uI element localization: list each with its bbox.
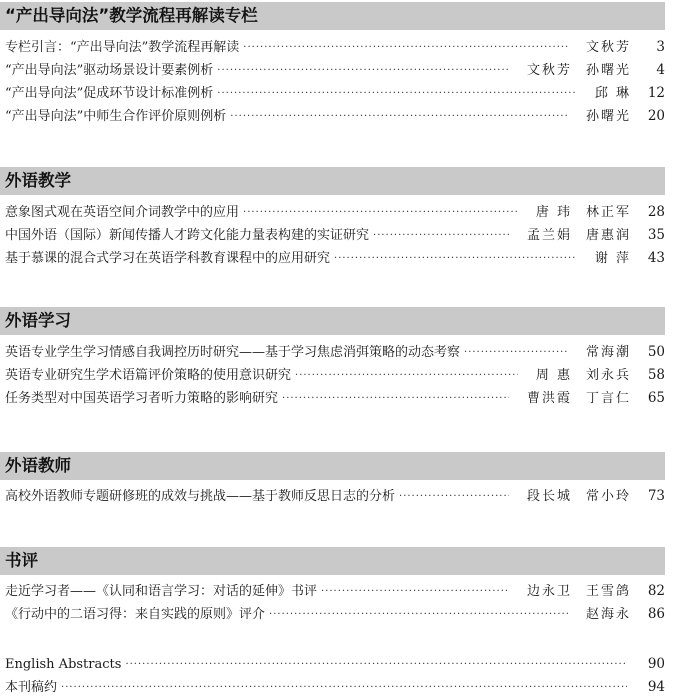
entry-title: 专栏引言：“产出导向法”教学流程再解读 — [5, 40, 240, 55]
entry-title: English Abstracts — [5, 657, 122, 672]
leader-dots — [399, 485, 509, 508]
author-name: 唐 玮 — [535, 205, 572, 220]
toc-section-teachers — [0, 452, 665, 508]
entry-page: 73 — [647, 488, 665, 504]
author-name: 孙曙光 — [585, 63, 631, 78]
entry-title: 中国外语（国际）新闻传播人才跨文化能力量表构建的实证研究 — [5, 228, 370, 243]
entry-authors — [513, 580, 631, 603]
toc-entry[interactable] — [0, 247, 665, 270]
author-name: 丁言仁 — [585, 391, 631, 406]
entry-title: “产出导向法”促成环节设计标准例析 — [5, 86, 214, 101]
author-name: 林正军 — [585, 205, 631, 220]
author-name: 邱 琳 — [594, 86, 631, 101]
author-name: 唐惠润 — [585, 228, 631, 243]
entry-authors — [572, 36, 631, 59]
toc-entry[interactable] — [0, 201, 665, 224]
leader-dots — [243, 36, 568, 59]
entry-page: 94 — [647, 679, 665, 695]
leader-dots — [61, 676, 627, 699]
entry-title: 英语专业学生学习情感自我调控历时研究——基于学习焦虑消弭策略的动态考察 — [5, 345, 461, 360]
entry-authors — [513, 485, 631, 508]
entry-title: 走近学习者——《认同和语言学习：对话的延伸》书评 — [5, 584, 318, 599]
entry-title: 任务类型对中国英语学习者听力策略的影响研究 — [5, 391, 279, 406]
section-header: “产出导向法”教学流程再解读专栏 — [0, 2, 665, 30]
entry-authors — [522, 201, 631, 224]
toc-entry[interactable] — [0, 653, 665, 676]
entry-authors — [572, 341, 631, 364]
toc-entry[interactable] — [0, 59, 665, 82]
entry-authors — [522, 364, 631, 387]
author-name: 段长城 — [526, 489, 572, 504]
toc-section-reviews — [0, 547, 665, 626]
entry-authors — [513, 387, 631, 410]
entry-title: 本刊稿约 — [5, 680, 58, 695]
toc-entry[interactable] — [0, 485, 665, 508]
toc-entry[interactable] — [0, 387, 665, 410]
entry-page: 65 — [647, 390, 665, 406]
leader-dots — [269, 603, 568, 626]
toc-entry[interactable] — [0, 580, 665, 603]
author-name: 曹洪霞 — [526, 391, 572, 406]
toc-entry[interactable] — [0, 341, 665, 364]
toc-extras — [0, 653, 665, 699]
section-header: 书评 — [0, 547, 665, 575]
entry-authors — [572, 603, 631, 626]
entry-page: 86 — [647, 606, 665, 622]
entry-authors — [513, 224, 631, 247]
author-name: 文秋芳 — [585, 40, 631, 55]
author-name: 谢 萍 — [594, 251, 631, 266]
leader-dots — [373, 224, 509, 247]
toc-entry[interactable] — [0, 364, 665, 387]
entry-page: 3 — [656, 39, 665, 55]
toc-section-poa — [0, 2, 665, 128]
author-name: 孙曙光 — [585, 109, 631, 124]
section-header: 外语学习 — [0, 307, 665, 335]
entry-authors — [581, 82, 631, 105]
entry-authors — [581, 247, 631, 270]
leader-dots — [295, 364, 518, 387]
entry-page: 82 — [647, 583, 665, 599]
leader-dots — [230, 105, 568, 128]
author-name: 赵海永 — [585, 607, 631, 622]
entry-title: 意象图式观在英语空间介词教学中的应用 — [5, 205, 240, 220]
author-name: 文秋芳 — [526, 63, 572, 78]
leader-dots — [217, 59, 509, 82]
entry-page: 35 — [647, 227, 665, 243]
leader-dots — [464, 341, 568, 364]
entry-title: “产出导向法”驱动场景设计要素例析 — [5, 63, 214, 78]
toc-entry[interactable] — [0, 105, 665, 128]
author-name: 边永卫 — [526, 584, 572, 599]
entry-title: 高校外语教师专题研修班的成效与挑战——基于教师反思日志的分析 — [5, 489, 396, 504]
entry-page: 12 — [647, 85, 665, 101]
toc-section-teaching — [0, 167, 665, 270]
leader-dots — [243, 201, 518, 224]
author-name: 孟兰娟 — [526, 228, 572, 243]
entry-authors — [513, 59, 631, 82]
entry-page: 28 — [647, 204, 665, 220]
leader-dots — [217, 82, 577, 105]
entry-page: 4 — [656, 62, 665, 78]
author-name: 常小玲 — [585, 489, 631, 504]
leader-dots — [282, 387, 509, 410]
author-name: 常海潮 — [585, 345, 631, 360]
entry-title: 英语专业研究生学术语篇评价策略的使用意识研究 — [5, 368, 292, 383]
entry-page: 58 — [647, 367, 665, 383]
author-name: 刘永兵 — [585, 368, 631, 383]
toc-section-learning — [0, 307, 665, 410]
entry-page: 90 — [647, 656, 665, 672]
toc-entry[interactable] — [0, 676, 665, 699]
entry-page: 43 — [647, 250, 665, 266]
entry-title: 《行动中的二语习得：来自实践的原则》评介 — [5, 607, 266, 622]
entry-title: “产出导向法”中师生合作评价原则例析 — [5, 109, 227, 124]
leader-dots — [334, 247, 577, 270]
toc-entry[interactable] — [0, 82, 665, 105]
entry-page: 20 — [647, 108, 665, 124]
entry-title: 基于慕课的混合式学习在英语学科教育课程中的应用研究 — [5, 251, 331, 266]
section-header: 外语教师 — [0, 452, 665, 480]
toc-entry[interactable] — [0, 224, 665, 247]
toc-entry[interactable] — [0, 603, 665, 626]
author-name: 王雪鸽 — [585, 584, 631, 599]
entry-page: 50 — [647, 344, 665, 360]
leader-dots — [125, 653, 627, 676]
section-header: 外语教学 — [0, 167, 665, 195]
author-name: 周 惠 — [535, 368, 572, 383]
toc-entry[interactable] — [0, 36, 665, 59]
entry-authors — [572, 105, 631, 128]
leader-dots — [321, 580, 509, 603]
